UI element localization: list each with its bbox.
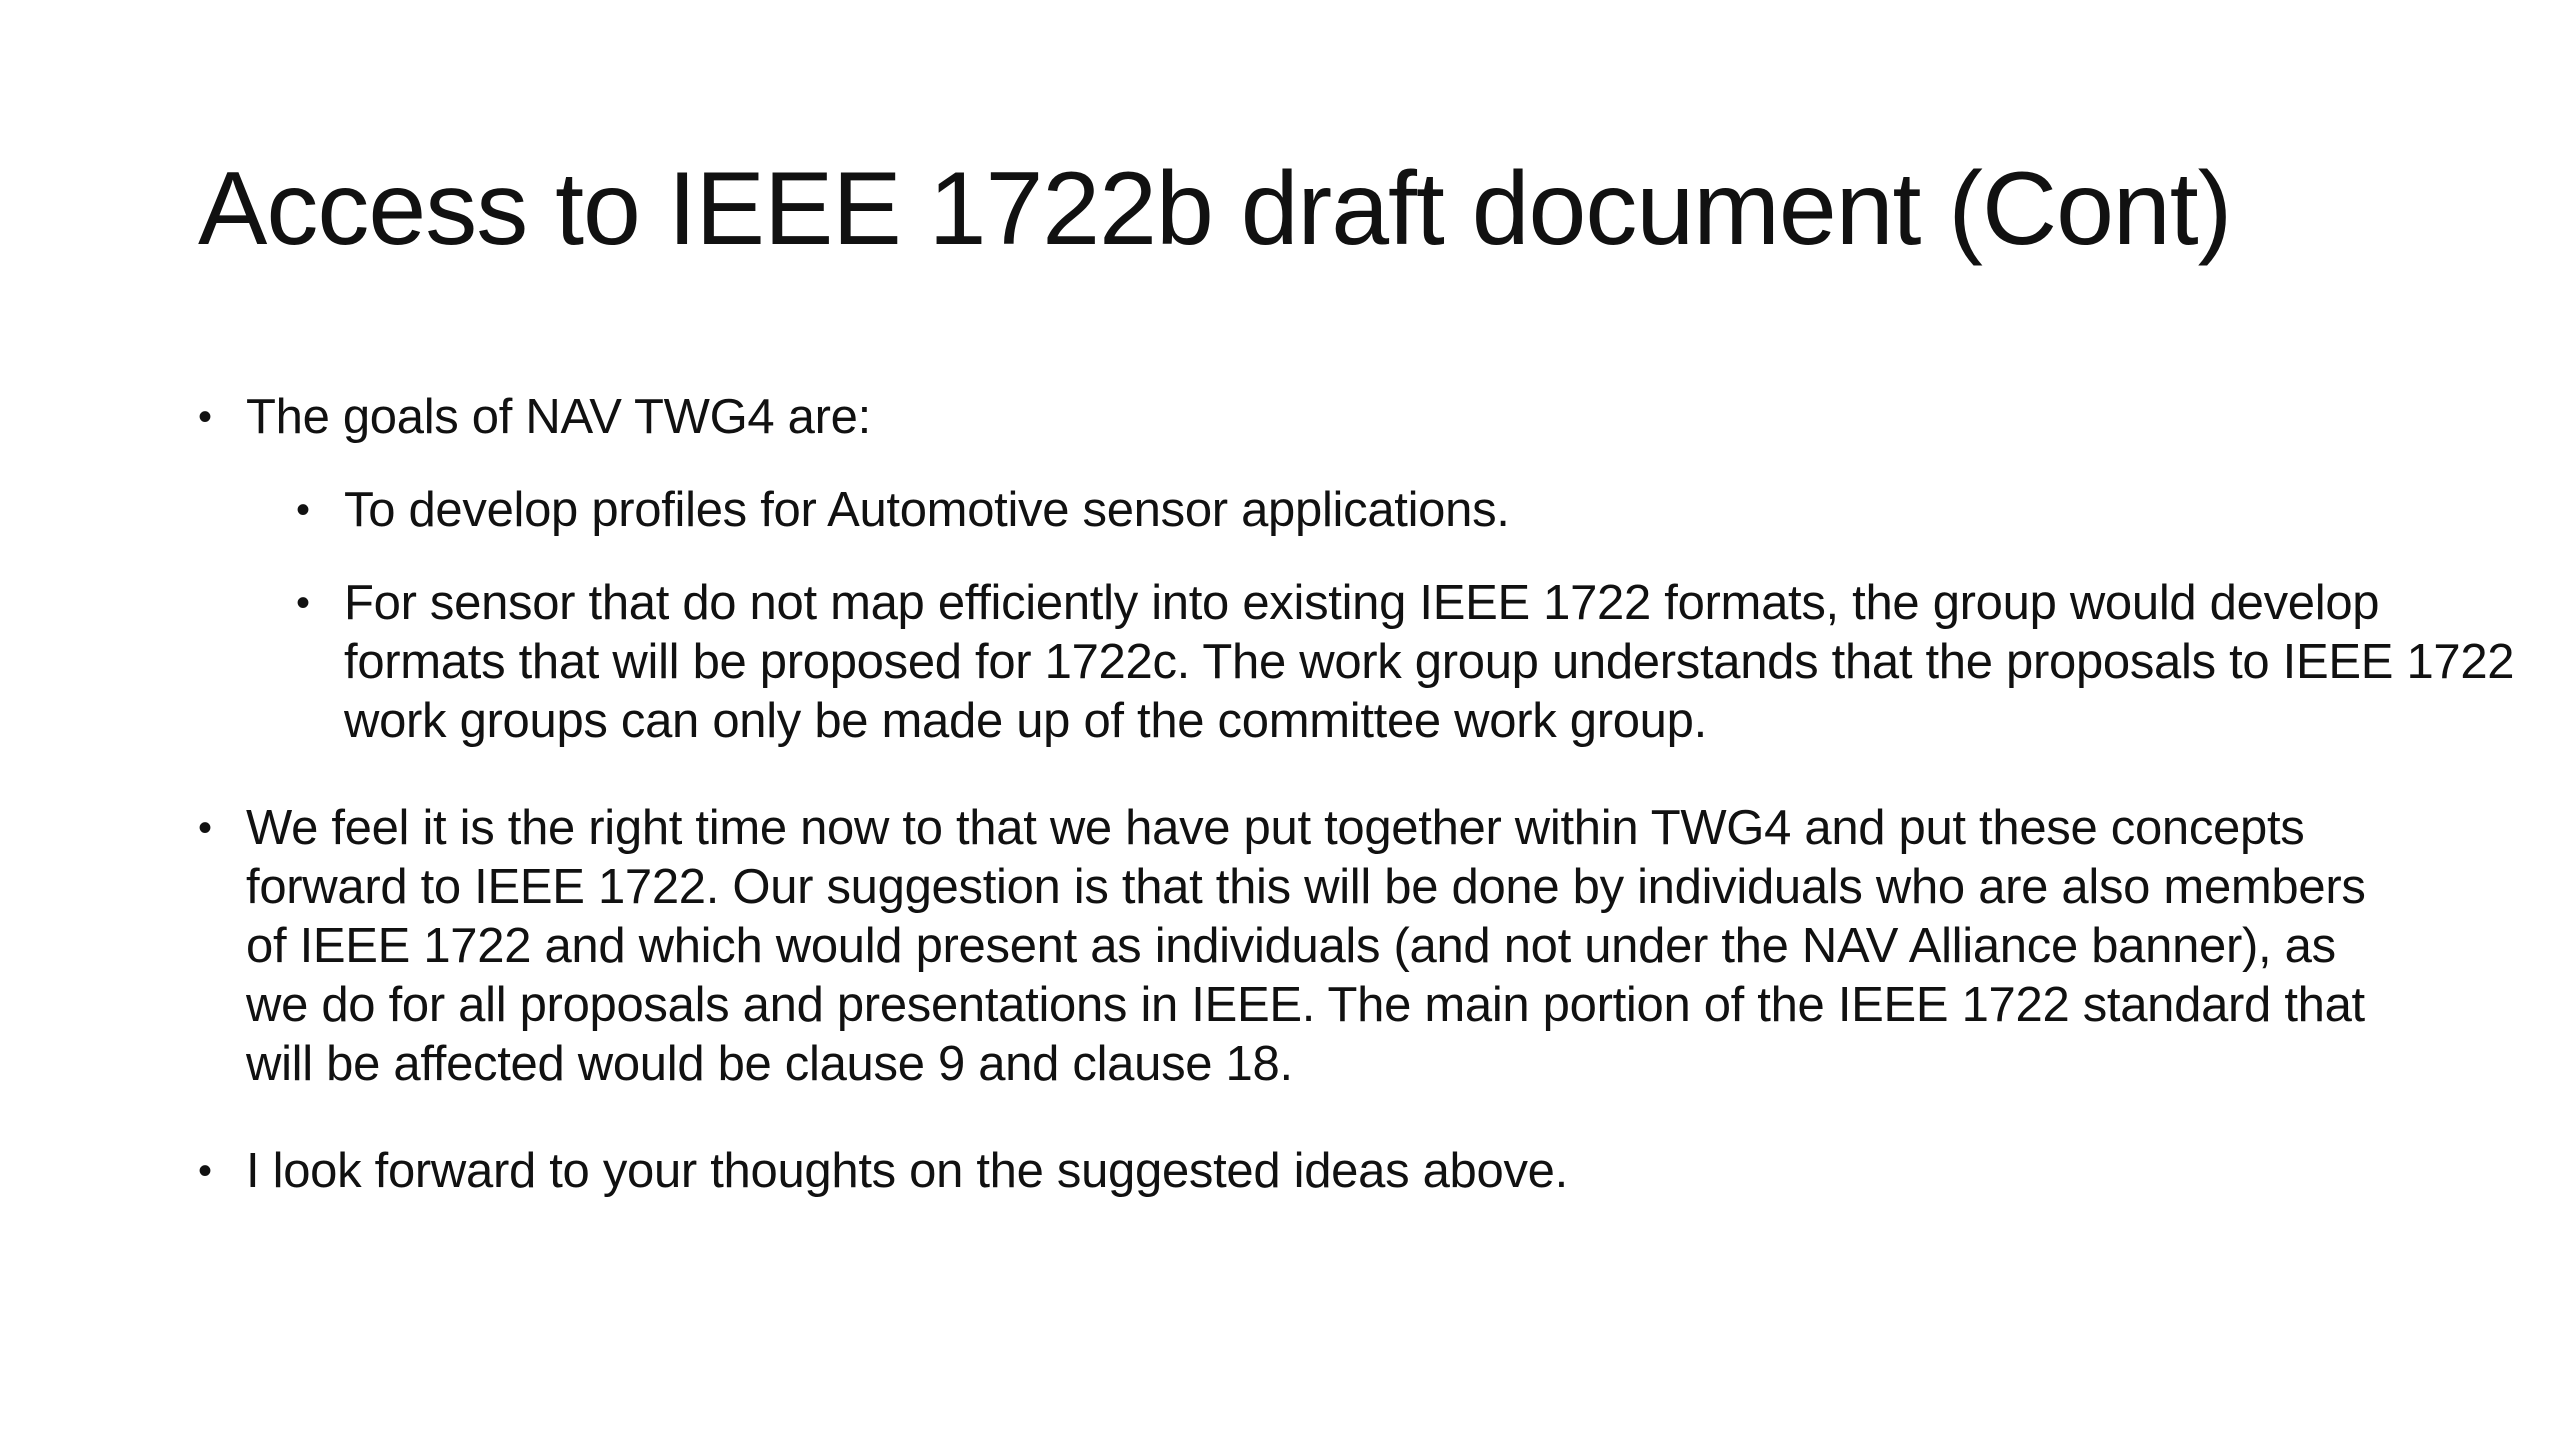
sub-bullet-text: To develop profiles for Automotive sensor applications. — [344, 483, 1510, 537]
bullet-list — [198, 388, 2515, 1201]
bullet-item-goals — [198, 388, 2515, 751]
bullet-icon: • — [296, 581, 310, 625]
bullet-icon: • — [296, 488, 310, 532]
bullet-text: We feel it is the right time now to that we have put together within TWG4 and put these concepts forward to IEEE 1722. Our suggestion is that this will be done by individuals who are also members of IEEE 1722 and which would present as individuals (and not under the NAV Alliance banner), as we do for all proposals and presentations in IEEE. The main portion of the IEEE 1722 standard that will be affected would be clause 9 and clause 18. — [246, 801, 2366, 1091]
sub-bullet-list — [246, 481, 2515, 751]
bullet-icon: • — [198, 1149, 212, 1193]
sub-bullet-text: For sensor that do not map efficiently into existing IEEE 1722 formats, the group would develop formats that will be proposed for 1722c. The work group understands that the proposals to IEEE 1722 work groups can only be made up of the committee work group. — [344, 576, 2515, 748]
bullet-text: The goals of NAV TWG4 are: — [246, 390, 871, 444]
bullet-icon: • — [198, 806, 212, 850]
bullet-item-timing — [198, 799, 2398, 1094]
sub-bullet-item-profiles — [296, 481, 2524, 540]
bullet-icon: • — [198, 395, 212, 439]
bullet-text: I look forward to your thoughts on the suggested ideas above. — [246, 1144, 1568, 1198]
bullet-item-thoughts — [198, 1142, 2398, 1201]
sub-bullet-item-formats — [296, 574, 2524, 751]
slide-title: Access to IEEE 1722b draft document (Cont) — [198, 151, 2232, 267]
